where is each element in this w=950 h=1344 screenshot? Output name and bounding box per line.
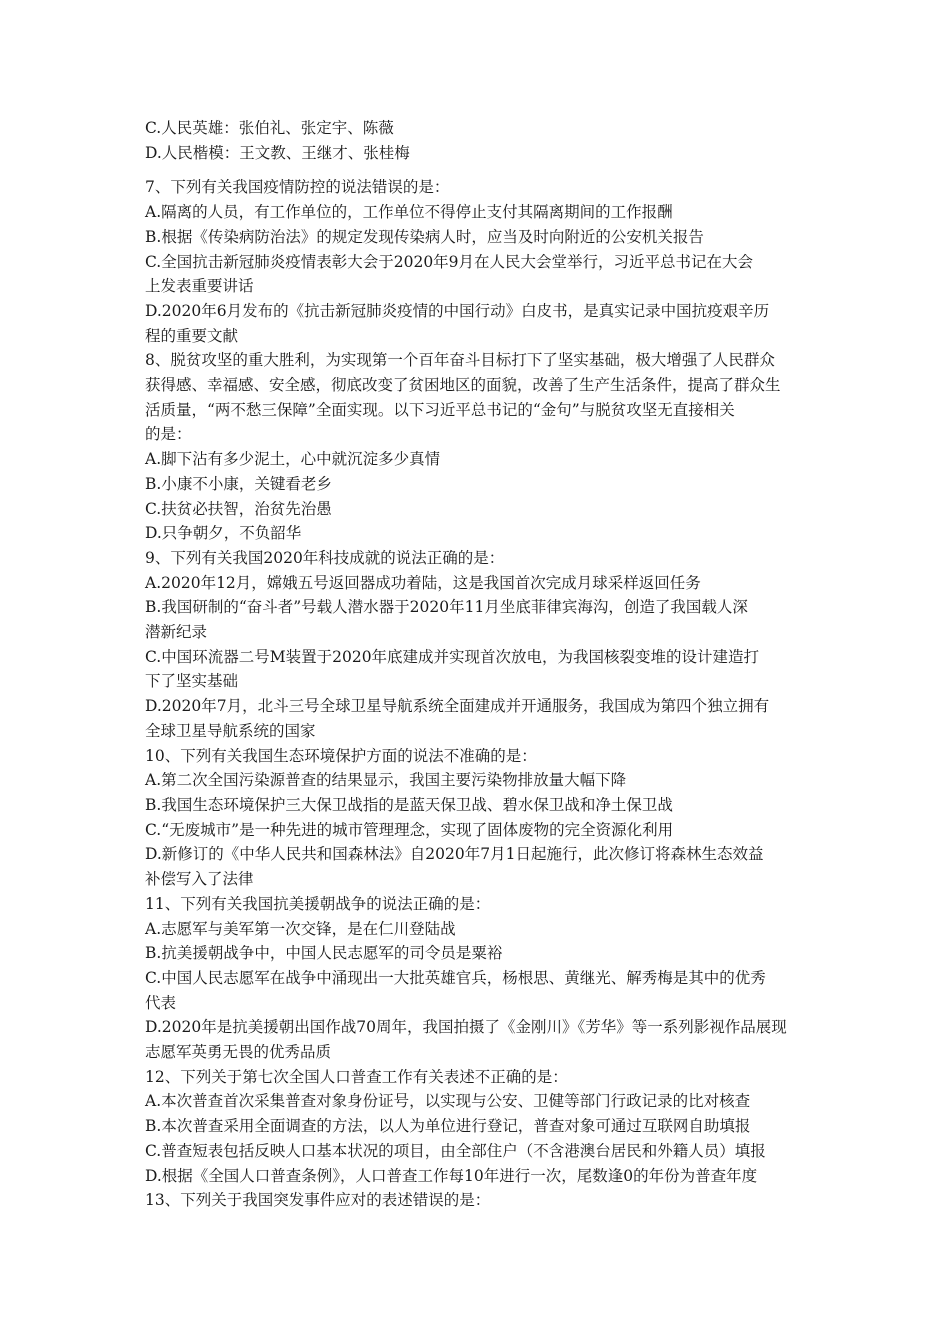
document-body [145, 116, 813, 1213]
text-line: C.中国人民志愿军在战争中涌现出一大批英雄官兵，杨根思、黄继光、解秀梅是其中的优秀 [145, 968, 766, 987]
text-line: A.隔离的人员，有工作单位的，工作单位不得停止支付其隔离期间的工作报酬 [145, 203, 673, 222]
text-line: D.新修订的《中华人民共和国森林法》自2020年7月1日起施行，此次修订将森林生态效益 [145, 845, 764, 864]
text-line: D.只争朝夕，不负韶华 [145, 524, 302, 543]
text-line: A.志愿军与美军第一次交锋，是在仁川登陆战 [145, 919, 456, 938]
text-line: D.根据《全国人口普查条例》，人口普查工作每10年进行一次，尾数逢0的年份为普查年度 [145, 1166, 758, 1185]
text-line: C.人民英雄：张伯礼、张定宇、陈薇 [145, 119, 394, 137]
text-line: C.扶贫必扶智，治贫先治愚 [145, 499, 332, 518]
text-line: C.普查短表包括反映人口基本状况的项目，由全部住户（不含港澳台居民和外籍人员）填报 [145, 1141, 766, 1160]
text-line: 上发表重要讲话 [145, 277, 254, 296]
text-line: D.2020年7月，北斗三号全球卫星导航系统全面建成并开通服务，我国成为第四个独立拥有 [145, 697, 770, 716]
text-line: 12、下列关于第七次全国人口普查工作有关表述不正确的是： [145, 1067, 568, 1086]
text-line: 9、下列有关我国2020年科技成就的说法正确的是： [145, 548, 505, 567]
text-line: 潜新纪录 [145, 623, 208, 642]
text-line: C.中国环流器二号M装置于2020年底建成并实现首次放电，为我国核裂变堆的设计建造打 [145, 647, 760, 666]
text-line: A.本次普查首次采集普查对象身份证号，以实现与公安、卫健等部门行政记录的比对核查 [145, 1092, 751, 1111]
text-line: D.人民楷模：王文教、王继才、张桂梅 [145, 143, 410, 162]
text-line: 代表 [145, 993, 177, 1012]
text-line: D.2020年6月发布的《抗击新冠肺炎疫情的中国行动》白皮书，是真实记录中国抗疫艰辛历 [145, 301, 770, 320]
paragraph-gap [145, 165, 813, 175]
text-line: 7、下列有关我国疫情防控的说法错误的是： [145, 178, 450, 197]
text-line: 下了坚实基础 [145, 672, 239, 691]
text-line: B.我国研制的“奋斗者”号载人潜水器于2020年11月坐底菲律宾海沟，创造了我国载人深 [145, 598, 748, 617]
text-line: 的是： [145, 425, 192, 444]
text-line: B.抗美援朝战争中，中国人民志愿军的司令员是粟裕 [145, 944, 503, 963]
text-line: B.小康不小康，关键看老乡 [145, 474, 332, 493]
text-line: 11、下列有关我国抗美援朝战争的说法正确的是： [145, 894, 491, 913]
text-line: 补偿写入了法律 [145, 870, 254, 889]
text-line: B.我国生态环境保护三大保卫战指的是蓝天保卫战、碧水保卫战和净土保卫战 [145, 795, 673, 814]
text-line: B.根据《传染病防治法》的规定发现传染病人时，应当及时向附近的公安机关报告 [145, 227, 704, 246]
text-line: 志愿军英勇无畏的优秀品质 [145, 1043, 332, 1062]
text-line: 全球卫星导航系统的国家 [145, 721, 316, 740]
text-line: 获得感、幸福感、安全感，彻底改变了贫困地区的面貌，改善了生产生活条件，提高了群众生 [145, 376, 781, 395]
text-line: A.脚下沾有多少泥土，心中就沉淀多少真情 [145, 450, 441, 469]
text-line: C.“无废城市”是一种先进的城市管理理念，实现了固体废物的完全资源化利用 [145, 820, 674, 839]
text-line: B.本次普查采用全面调查的方法，以人为单位进行登记，普查对象可通过互联网自助填报 [145, 1117, 751, 1136]
text-line: A.2020年12月，嫦娥五号返回器成功着陆，这是我国首次完成月球采样返回任务 [145, 573, 701, 592]
text-line: D.2020年是抗美援朝出国作战70周年，我国拍摄了《金刚川》《芳华》等一系列影视作品展现 [145, 1018, 787, 1037]
text-line: 10、下列有关我国生态环境保护方面的说法不准确的是： [145, 746, 537, 765]
text-line: 程的重要文献 [145, 326, 239, 345]
text-line: 活质量，“两不愁三保障”全面实现。以下习近平总书记的“金句”与脱贫攻坚无直接相关 [145, 400, 735, 419]
text-line: 13、下列关于我国突发事件应对的表述错误的是： [145, 1191, 491, 1210]
text-line: C.全国抗击新冠肺炎疫情表彰大会于2020年9月在人民大会堂举行，习近平总书记在大会 [145, 252, 754, 271]
text-line: A.第二次全国污染源普查的结果显示，我国主要污染物排放量大幅下降 [145, 771, 627, 790]
text-line: 8、脱贫攻坚的重大胜利，为实现第一个百年奋斗目标打下了坚实基础，极大增强了人民群众 [145, 351, 775, 370]
